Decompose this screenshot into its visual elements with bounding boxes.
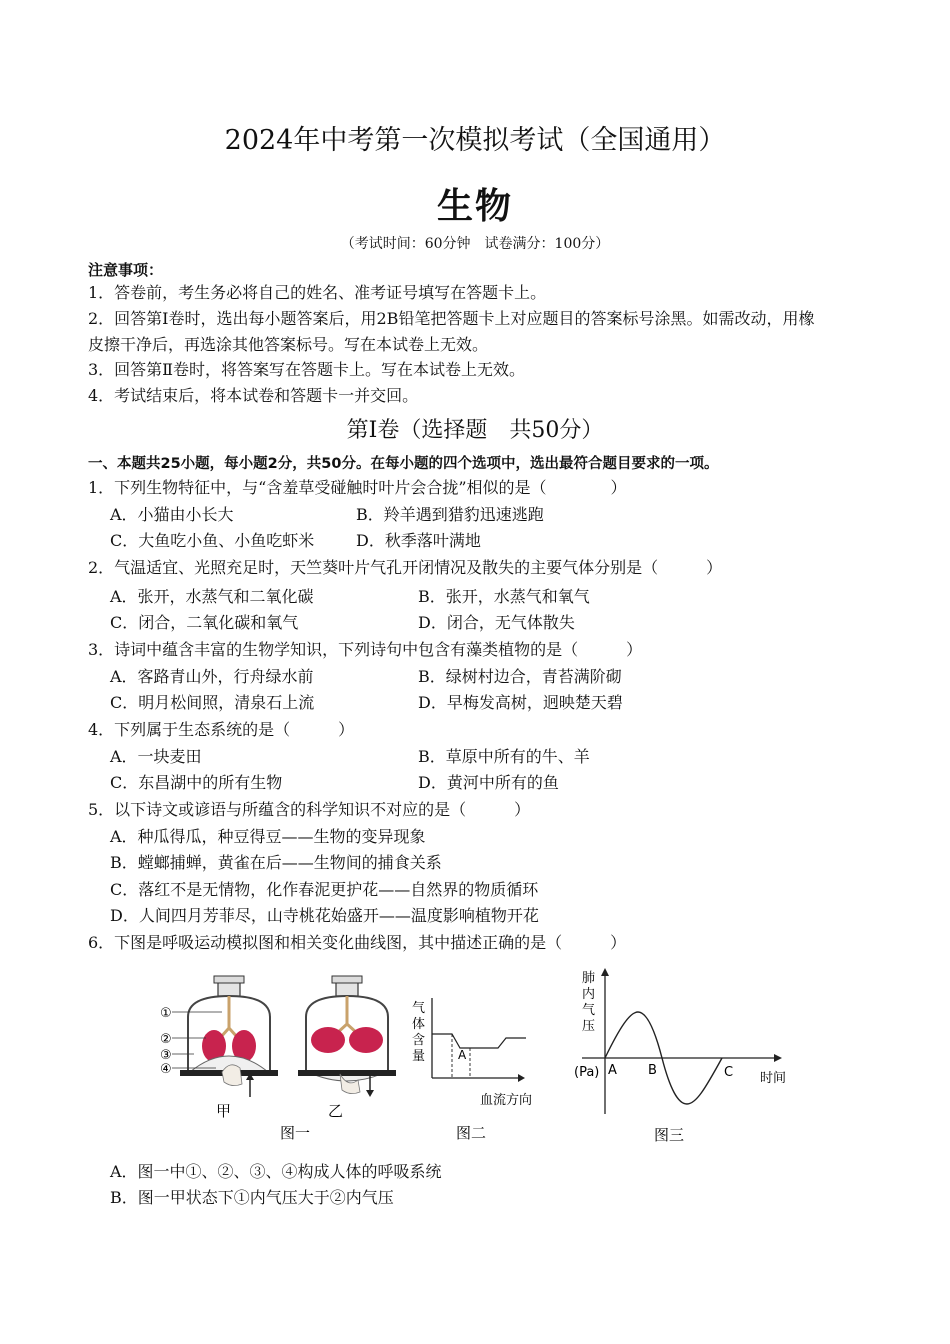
bell-jar-model-a: [180, 976, 278, 1097]
state-label-a: 甲: [216, 1102, 232, 1120]
option: A．图一中①、②、③、④构成人体的呼吸系统: [110, 1162, 442, 1181]
option: B．羚羊遇到猎豹迅速逃跑: [356, 505, 544, 524]
note-item: 4．考试结束后，将本试卷和答题卡一并交回。: [88, 386, 419, 405]
subject-title: 生物: [436, 185, 513, 227]
option: B．绿树村边合，青苔满阶砌: [418, 667, 622, 686]
lung-pressure-axis-label: 肺 内 气 压: [582, 971, 596, 1034]
part-heading: 一、本题共25小题，每小题2分，共50分。在每小题的四个选项中，选出最符合题目要求的一项。: [88, 456, 719, 472]
curve-point-c: C: [724, 1065, 734, 1080]
option: B．图一甲状态下①内气压大于②内气压: [110, 1188, 394, 1207]
note-item: 皮擦干净后，再选涂其他答案标号。写在本试卷上无效。: [88, 335, 489, 354]
question-stem: 1．下列生物特征中，与“含羞草受碰触时叶片会合拢”相似的是（ ）: [88, 478, 627, 497]
question-stem: 3．诗词中蕴含丰富的生物学知识，下列诗句中包含有藻类植物的是（ ）: [88, 640, 643, 659]
exam-title: 2024年中考第一次模拟考试（全国通用）: [224, 125, 726, 156]
note-item: 2．回答第Ⅰ卷时，选出每小题答案后，用2B铅笔把答题卡上对应题目的答案标号涂黑。如需改动，用橡: [88, 309, 815, 328]
pressure-unit: (Pa): [574, 1065, 600, 1080]
section-title: 第Ⅰ卷（选择题 共50分）: [346, 418, 604, 443]
option: C．东昌湖中的所有生物: [110, 773, 283, 792]
option: D．秋季落叶满地: [356, 531, 481, 550]
question-stem: 5．以下诗文或谚语与所蕴含的科学知识不对应的是（ ）: [88, 800, 531, 819]
option: C．明月松间照，清泉石上流: [110, 693, 315, 712]
option: B．螳螂捕蝉，黄雀在后——生物间的捕食关系: [110, 853, 442, 872]
gas-content-chart: [432, 998, 526, 1082]
bell-jar-model-b: [298, 976, 396, 1097]
option: C．大鱼吃小鱼、小鱼吃虾米: [110, 531, 315, 550]
question-stem: 6．下图是呼吸运动模拟图和相关变化曲线图，其中描述正确的是（ ）: [88, 933, 627, 952]
option: C．闭合，二氧化碳和氧气: [110, 613, 299, 632]
note-item: 1．答卷前，考生务必将自己的姓名、准考证号填写在答题卡上。: [88, 283, 547, 302]
marker-1: ①: [160, 1006, 172, 1021]
option: A．小猫由小长大: [110, 505, 234, 524]
time-info: （考试时间：60分钟 试卷满分：100分）: [340, 236, 610, 252]
option: A．张开，水蒸气和二氧化碳: [110, 587, 314, 606]
option: C．落红不是无情物，化作春泥更护花——自然界的物质循环: [110, 880, 539, 899]
gas-content-axis-label: 气 体 含 量: [412, 1001, 426, 1064]
option: A．种瓜得瓜，种豆得豆——生物的变异现象: [110, 827, 426, 846]
option: B．草原中所有的牛、羊: [418, 747, 590, 766]
figure-3-caption: 图三: [654, 1126, 685, 1144]
blood-flow-label: 血流方向: [480, 1093, 533, 1108]
question-stem: 4．下列属于生态系统的是（ ）: [88, 720, 355, 739]
option: D．黄河中所有的鱼: [418, 773, 559, 792]
option: A．一块麦田: [110, 747, 202, 766]
question-stem: 2．气温适宜、光照充足时，天竺葵叶片气孔开闭情况及散失的主要气体分别是（ ）: [88, 558, 723, 577]
notes-heading: 注意事项：: [88, 261, 164, 279]
breathing-figure: [150, 962, 810, 1152]
state-label-b: 乙: [328, 1102, 344, 1120]
curve-point-a: A: [608, 1063, 617, 1078]
lung-pressure-chart: [582, 968, 782, 1114]
option: B．张开，水蒸气和氧气: [418, 587, 590, 606]
time-label: 时间: [760, 1071, 787, 1086]
option: D．早梅发高树，迥映楚天碧: [418, 693, 623, 712]
point-a-label: A: [458, 1048, 467, 1062]
marker-4: ④: [160, 1062, 172, 1077]
marker-2: ②: [160, 1032, 172, 1047]
marker-3: ③: [160, 1048, 172, 1063]
option: A．客路青山外，行舟绿水前: [110, 667, 314, 686]
figure-1-caption: 图一: [280, 1124, 311, 1142]
curve-point-b: B: [648, 1063, 657, 1078]
option: D．闭合，无气体散失: [418, 613, 575, 632]
figure-2-caption: 图二: [456, 1124, 487, 1142]
option: D．人间四月芳菲尽，山寺桃花始盛开——温度影响植物开花: [110, 906, 539, 925]
note-item: 3．回答第Ⅱ卷时，将答案写在答题卡上。写在本试卷上无效。: [88, 360, 526, 379]
